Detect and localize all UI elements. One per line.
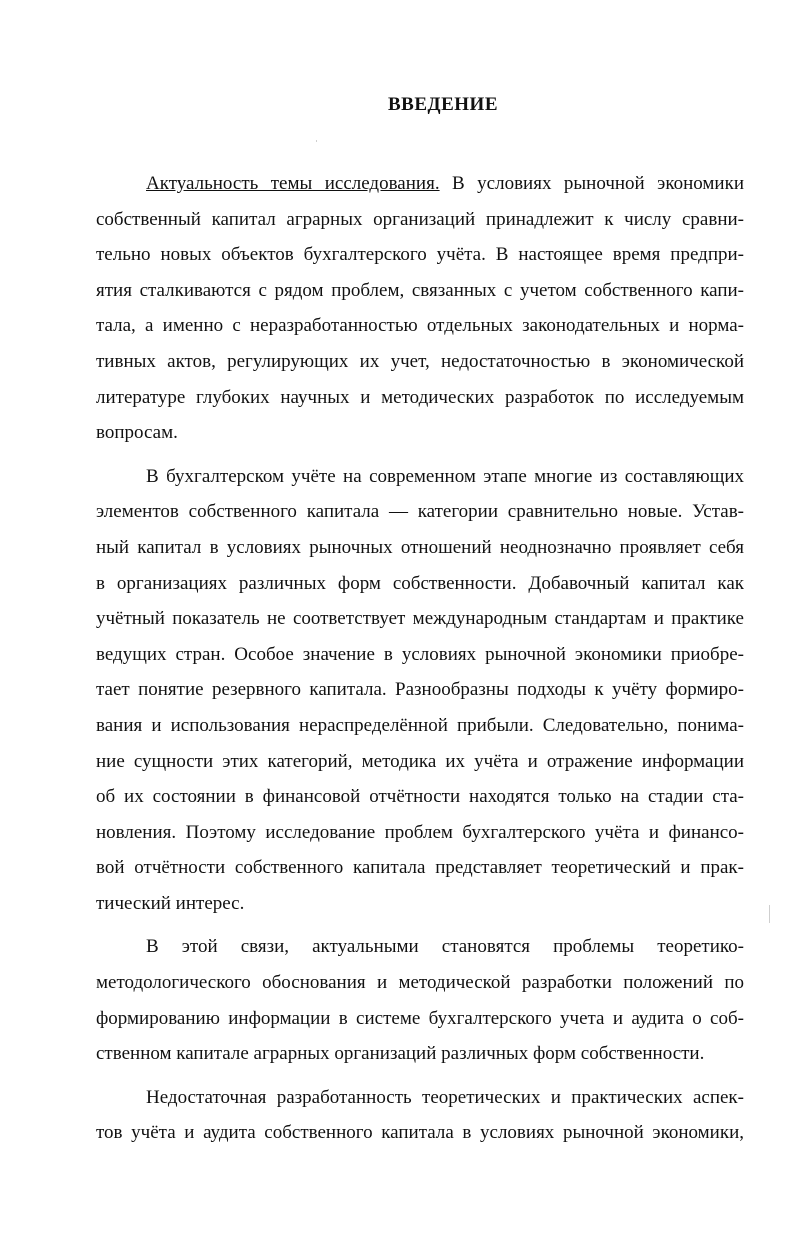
paragraph-relevance	[96, 166, 744, 451]
page-title: ВВЕДЕНИЕ	[388, 94, 498, 115]
paragraph-insufficient-development	[96, 1080, 744, 1151]
scan-artifact	[769, 905, 770, 923]
paragraph-line: вопросам.	[96, 422, 178, 444]
paragraph-line: ведущих стран. Особое значение в условиях рыночной экономики приобре-	[96, 643, 744, 665]
paragraph-methodology	[96, 929, 744, 1071]
paragraph-line: Недостаточная разработанность теоретических и практических аспек-	[146, 1086, 744, 1108]
scan-artifact	[316, 140, 317, 142]
paragraph-line: ятия сталкиваются с рядом проблем, связанных с учетом собственного капи-	[96, 279, 744, 301]
paragraph-line: собственный капитал аграрных организаций принадлежит к числу сравни-	[96, 208, 744, 230]
paragraph-line: ный капитал в условиях рыночных отношений неоднозначно проявляет себя	[96, 536, 744, 558]
paragraph-line: новления. Поэтому исследование проблем бухгалтерского учёта и финансо-	[96, 821, 744, 843]
paragraph-line: учётный показатель не соответствует международным стандартам и практике	[96, 608, 744, 630]
paragraph-line: методологического обоснования и методической разработки положений по	[96, 972, 744, 994]
paragraph-line: тивных актов, регулирующих их учет, недостаточностью в экономической	[96, 350, 744, 372]
paragraph-line: тельно новых объектов бухгалтерского учёта. В настоящее время предпри-	[96, 244, 744, 266]
paragraph-line: об их состоянии в финансовой отчётности находятся только на стадии ста-	[96, 786, 744, 808]
paragraph-line: тает понятие резервного капитала. Разнообразны подходы к учёту формиро-	[96, 679, 744, 701]
paragraph-line: ственном капитале аграрных организаций различных форм собственности.	[96, 1043, 705, 1065]
paragraph-line: В этой связи, актуальными становятся проблемы теоретико-	[146, 936, 744, 958]
paragraph-line: в организациях различных форм собственности. Добавочный капитал как	[96, 572, 744, 594]
paragraph-line: литературе глубоких научных и методических разработок по исследуемым	[96, 386, 744, 408]
paragraph-line: В бухгалтерском учёте на современном этапе многие из составляющих	[146, 465, 744, 487]
paragraph-line: вой отчётности собственного капитала представляет теоретический и прак-	[96, 857, 744, 879]
paragraph-equity-elements	[96, 459, 744, 922]
paragraph-line: Актуальность темы исследования. В условиях рыночной экономики	[146, 173, 744, 194]
paragraph-line: тический интерес.	[96, 892, 245, 914]
paragraph-line: формированию информации в системе бухгалтерского учета и аудита о соб-	[96, 1007, 744, 1029]
section-lead-underlined: Актуальность темы исследования.	[146, 173, 440, 194]
paragraph-line: вания и использования нераспределённой прибыли. Следовательно, понима-	[96, 714, 744, 736]
paragraph-line: тов учёта и аудита собственного капитала в условиях рыночной экономики,	[96, 1122, 744, 1144]
paragraph-line: ние сущности этих категорий, методика их учёта и отражение информации	[96, 750, 744, 772]
paragraph-line: элементов собственного капитала — категории сравнительно новые. Устав-	[96, 501, 744, 523]
document-body	[96, 166, 744, 1159]
paragraph-line: тала, а именно с неразработанностью отдельных законодательных и норма-	[96, 315, 744, 337]
